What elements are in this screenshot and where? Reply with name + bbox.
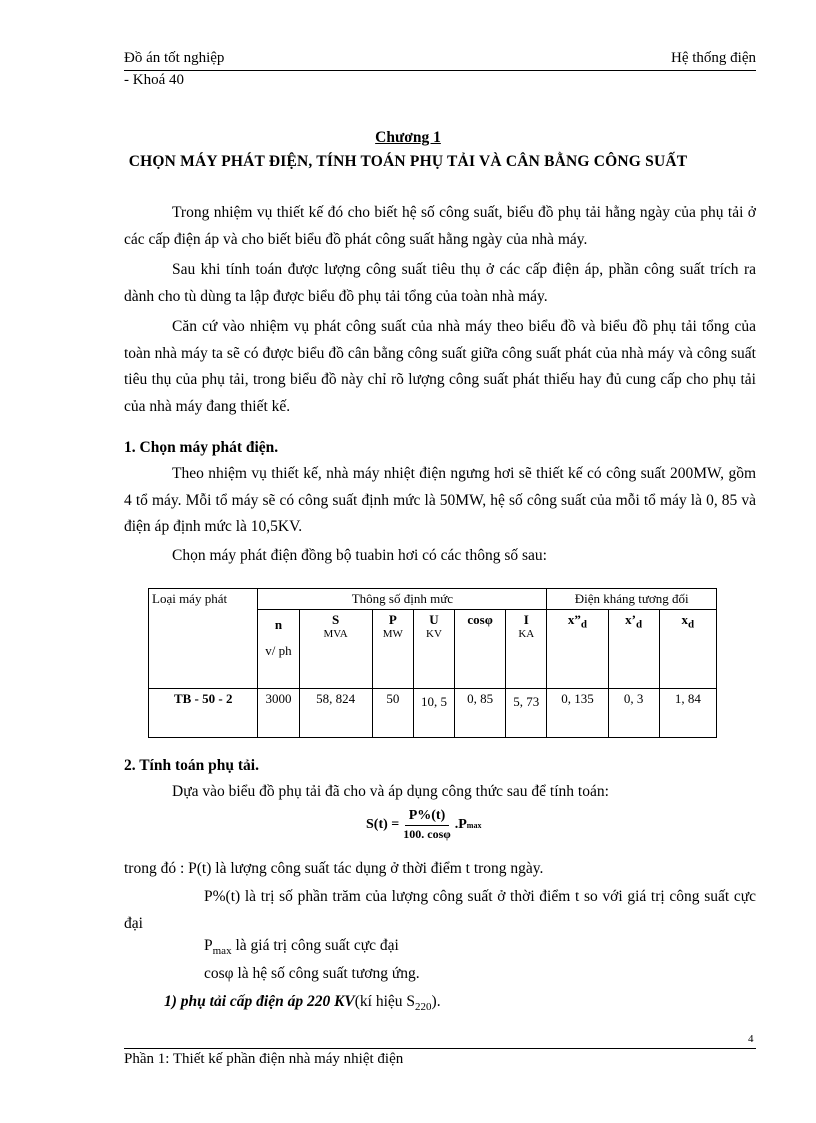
- col-cos: cosφ: [455, 610, 506, 689]
- cell-n: 3000: [258, 689, 299, 738]
- intro-text: [124, 200, 756, 420]
- col-xd: $x_d$: [659, 610, 716, 689]
- definition-ppercent: P%(t) là trị số phần trăm của lượng công suất ở thời điểm t so với giá trị công suất cực đại: [124, 888, 756, 932]
- col-type-header: Loại máy phát: [149, 589, 258, 689]
- section-1-text: [124, 461, 756, 569]
- cell-type: TB - 50 - 2: [149, 689, 258, 738]
- header-left: Đồ án tốt nghiệp: [124, 50, 225, 66]
- page-header: [124, 50, 756, 67]
- definition-pmax: $P_{max}$ là giá trị công suất cực đại: [204, 937, 399, 958]
- page-footer: Phần 1: Thiết kế phần điện nhà máy nhiệt điện: [124, 1051, 404, 1067]
- table-row: [149, 689, 717, 738]
- intro-paragraph-3: Căn cứ vào nhiệm vụ phát công suất của nhà máy theo biểu đồ và biểu đồ phụ tải tổng của toàn nhà máy ta sẽ có được biểu đồ cân bằng công suất giữa công suất phát của nhà máy và công suất tiêu thụ của phụ tải, trong biểu đồ này chỉ rõ lượng công suất phát thiếu hay đủ cung cấp cho phụ tải của nhà máy đang thiết kế.: [124, 318, 756, 415]
- col-n: n v/ ph: [258, 610, 299, 689]
- col-u: U KV: [413, 610, 454, 689]
- group-reactance-header: Điện kháng tương đối: [547, 589, 717, 610]
- intro-paragraph-2: Sau khi tính toán được lượng công suất tiêu thụ ở các cấp điện áp, phần công suất trích ra dành cho tù dùng ta lập được biểu đồ phụ tải tổng của toàn nhà máy.: [124, 261, 756, 305]
- section-2-intro: Dựa vào biểu đồ phụ tải đã cho và áp dụng công thức sau để tính toán:: [172, 783, 609, 800]
- cell-i: 5, 73: [506, 689, 547, 738]
- section-1-heading: 1. Chọn máy phát điện.: [124, 439, 279, 456]
- cell-u: 10, 5: [413, 689, 454, 738]
- footer-rule: [124, 1048, 756, 1049]
- chapter-number: Chương 1: [375, 129, 441, 146]
- cell-s: 58, 824: [299, 689, 372, 738]
- page-number: 4: [748, 1033, 754, 1045]
- header-line2: - Khoá 40: [124, 72, 184, 88]
- header-right: Hệ thống điện: [671, 50, 756, 66]
- col-xd1: $x’_d$: [608, 610, 659, 689]
- subsection-220kv: 1) phụ tải cấp điện áp 220 KV(kí hiệu $S_{220}$).: [164, 993, 441, 1014]
- load-formula: S(t) = $\frac{P\%(t)}{100. \cos\varphi}$ .P max: [366, 808, 482, 841]
- col-i: I KA: [506, 610, 547, 689]
- header-rule: [124, 70, 756, 71]
- group-rated-header: Thông số định mức: [258, 589, 547, 610]
- section-2-heading: 2. Tính toán phụ tải.: [124, 757, 259, 774]
- definition-cos: cosφ là hệ số công suất tương ứng.: [204, 965, 420, 982]
- cell-cos: 0, 85: [455, 689, 506, 738]
- cell-xd1: 0, 3: [608, 689, 659, 738]
- section-1-paragraph-2: Chọn máy phát điện đồng bộ tuabin hơi có các thông số sau:: [172, 546, 547, 564]
- chapter-title: CHỌN MÁY PHÁT ĐIỆN, TÍNH TOÁN PHỤ TẢI VÀ CÂN BẰNG CÔNG SUẤT: [128, 153, 688, 170]
- cell-xdd: 0, 135: [547, 689, 608, 738]
- intro-paragraph-1: Trong nhiệm vụ thiết kế đó cho biết hệ số công suất, biểu đồ phụ tải hằng ngày của phụ tải ở các cấp điện áp và cho biết biểu đồ phát công suất hằng ngày của nhà máy.: [124, 204, 756, 248]
- generator-spec-table: [148, 588, 717, 738]
- table-header-row: [149, 589, 717, 610]
- cell-p: 50: [372, 689, 413, 738]
- col-p: P MW: [372, 610, 413, 689]
- formula-fraction: $\frac{P\%(t)}{100. \cos\varphi}$: [403, 808, 451, 841]
- definition-pt: trong đó : P(t) là lượng công suất tác dụng ở thời điểm t trong ngày.: [124, 860, 544, 877]
- section-1-paragraph-1: Theo nhiệm vụ thiết kế, nhà máy nhiệt điện ngưng hơi sẽ thiết kế có công suất 200MW, gồm 4 tổ máy. Mỗi tổ máy sẽ có công suất định mức là 50MW, hệ số công suất của mỗi tổ máy là 0, 85 và điện áp định mức là 10,5KV.: [124, 465, 756, 535]
- cell-xd: 1, 84: [659, 689, 716, 738]
- col-s: S MVA: [299, 610, 372, 689]
- col-xdd: $x”_d$: [547, 610, 608, 689]
